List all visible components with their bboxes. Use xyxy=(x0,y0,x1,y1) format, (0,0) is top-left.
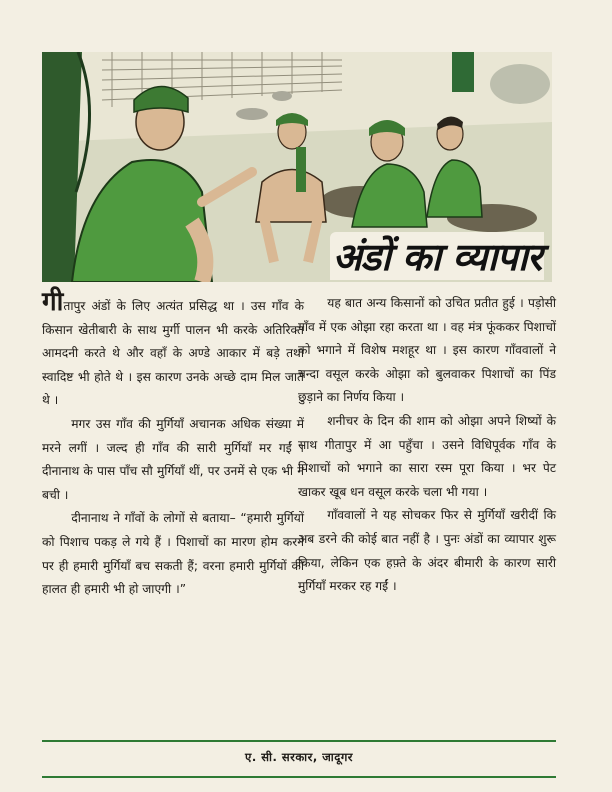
paragraph: यह बात अन्य किसानों को उचित प्रतीत हुई । पड़ोसी गाँव में एक ओझा रहा करता था । वह मंत्र फूंककर पिशाचों को भगाने में विशेष मशहूर था । इस कारण गाँववालों ने चन्दा वसूल करके ओझा को बुलवाकर पिशाचों का पिंड छुड़ाने का निर्णय किया । xyxy=(298,296,556,405)
paragraph xyxy=(42,287,304,413)
story-title: अंडों का व्यापार xyxy=(330,232,544,280)
paragraph-text: तापुर अंडों के लिए अत्यंत प्रसिद्ध था । उस गाँव के किसान खेतीबारी के साथ मुर्गी पालन भी करके अतिरिक्त आमदनी करते थे और वहाँ के अण्डे आकार में बड़े तथा स्वादिष्ट भी होते थे । इस कारण उनके अच्छे दाम मिल जाते थे । xyxy=(42,299,304,408)
footer-rule-top xyxy=(42,740,556,742)
drop-cap: गी xyxy=(42,287,64,317)
footer-rule-bottom xyxy=(42,776,556,778)
footer-credit: ए. सी. सरकार, जादूगर xyxy=(244,750,354,764)
paragraph: शनीचर के दिन की शाम को ओझा अपने शिष्यों के साथ गीतापुर में आ पहुँचा । उसने विधिपूर्वक गाँव के पिशाचों को भगाने का सारा रस्म पूरा किया । भर पेट खाकर खूब धन वसूल करके चला भी गया । xyxy=(298,413,556,499)
left-text-column xyxy=(42,287,304,602)
paragraph: गाँववालों ने यह सोचकर फिर से मुर्गियाँ खरीदीं कि अब डरने की कोई बात नहीं है । पुनः अंडों का व्यापार शुरू किया, लेकिन एक हफ़्ते के अंदर बीमारी के कारण सारी मुर्गियाँ मरकर रह गईं । xyxy=(298,508,556,594)
paragraph: दीनानाथ ने गाँवों के लोगों से बताया– “हमारी मुर्गियों को पिशाच पकड़ ले गये हैं । पिशाचों का मारण होम करने पर ही हमारी मुर्गियाँ बच सकती हैं; वरना हमारी मुर्गियों की हालत ही हमारी भी हो जाएगी ।” xyxy=(42,511,304,597)
paragraph: मगर उस गाँव की मुर्गियाँ अचानक अधिक संख्या में मरने लगीं । जल्द ही गाँव की सारी मुर्गियाँ मर गईं । दीनानाथ के पास पाँच सौ मुर्गियाँ थीं, पर उनमें से एक भी न बची । xyxy=(42,416,304,502)
right-text-column xyxy=(298,292,556,599)
